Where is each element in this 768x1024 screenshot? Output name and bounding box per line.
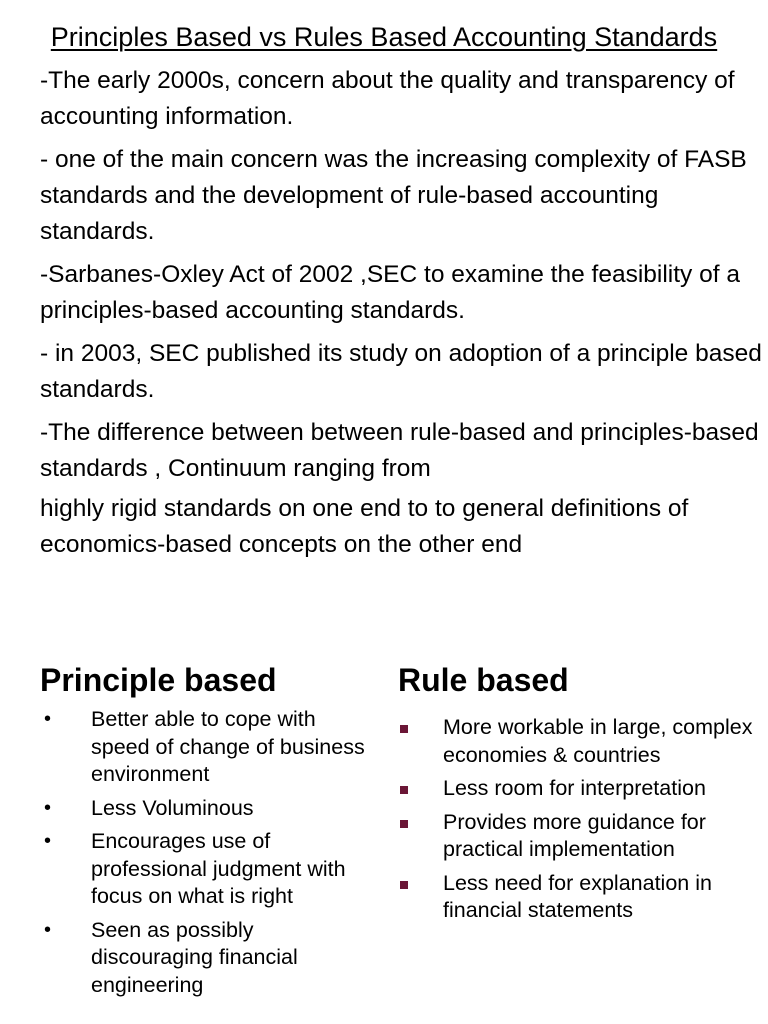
intro-paragraph: - in 2003, SEC published its study on adoption of a principle based standards. xyxy=(40,340,762,403)
rule-based-heading: Rule based xyxy=(398,662,569,698)
list-item xyxy=(398,809,758,864)
intro-paragraph: -Sarbanes-Oxley Act of 2002 ,SEC to examine the feasibility of a principles-based accounting standards. xyxy=(40,261,740,324)
dot-bullet-icon: • xyxy=(44,796,52,819)
list-item xyxy=(398,870,758,925)
intro-paragraph: -The difference between between rule-based and principles-based standards , Continuum ranging from xyxy=(40,419,759,482)
list-item xyxy=(40,706,380,789)
list-item xyxy=(40,917,380,1000)
dot-bullet-icon: • xyxy=(44,708,52,730)
list-item xyxy=(40,795,380,823)
list-item-text: Provides more guidance for practical implementation xyxy=(443,809,706,861)
list-item xyxy=(40,828,380,911)
square-bullet-icon xyxy=(400,786,408,794)
intro-text xyxy=(40,63,762,570)
intro-paragraph: highly rigid standards on one end to to general definitions of economics-based concepts on the other end xyxy=(40,495,689,558)
square-bullet-icon xyxy=(400,881,408,889)
dot-bullet-icon: • xyxy=(44,830,52,852)
list-item-text: Less Voluminous xyxy=(91,795,254,820)
list-item-text: Better able to cope with speed of change of business environment xyxy=(91,707,365,786)
square-bullet-icon xyxy=(400,725,408,733)
principle-based-column xyxy=(40,656,380,1005)
list-item xyxy=(398,775,758,803)
list-item-text: Less need for explanation in financial statements xyxy=(443,870,712,922)
list-item-text: Seen as possibly discouraging financial engineering xyxy=(91,917,298,997)
list-item xyxy=(398,714,758,769)
list-item-text: Less room for interpretation xyxy=(443,776,706,800)
list-item-text: Encourages use of professional judgment with focus on what is right xyxy=(91,829,346,908)
list-item-text: More workable in large, complex economies & countries xyxy=(443,715,753,767)
rule-based-column xyxy=(398,656,758,931)
principle-based-list xyxy=(40,706,380,999)
intro-paragraph: -The early 2000s, concern about the quality and transparency of accounting information. xyxy=(40,67,735,130)
principle-based-heading: Principle based xyxy=(40,662,277,698)
square-bullet-icon xyxy=(400,820,408,828)
dot-bullet-icon: • xyxy=(44,918,52,941)
slide-title: Principles Based vs Rules Based Accounting Standards xyxy=(50,22,718,52)
intro-paragraph: - one of the main concern was the increasing complexity of FASB standards and the development of rule-based accounting standards. xyxy=(40,146,747,245)
rule-based-list xyxy=(398,714,758,925)
